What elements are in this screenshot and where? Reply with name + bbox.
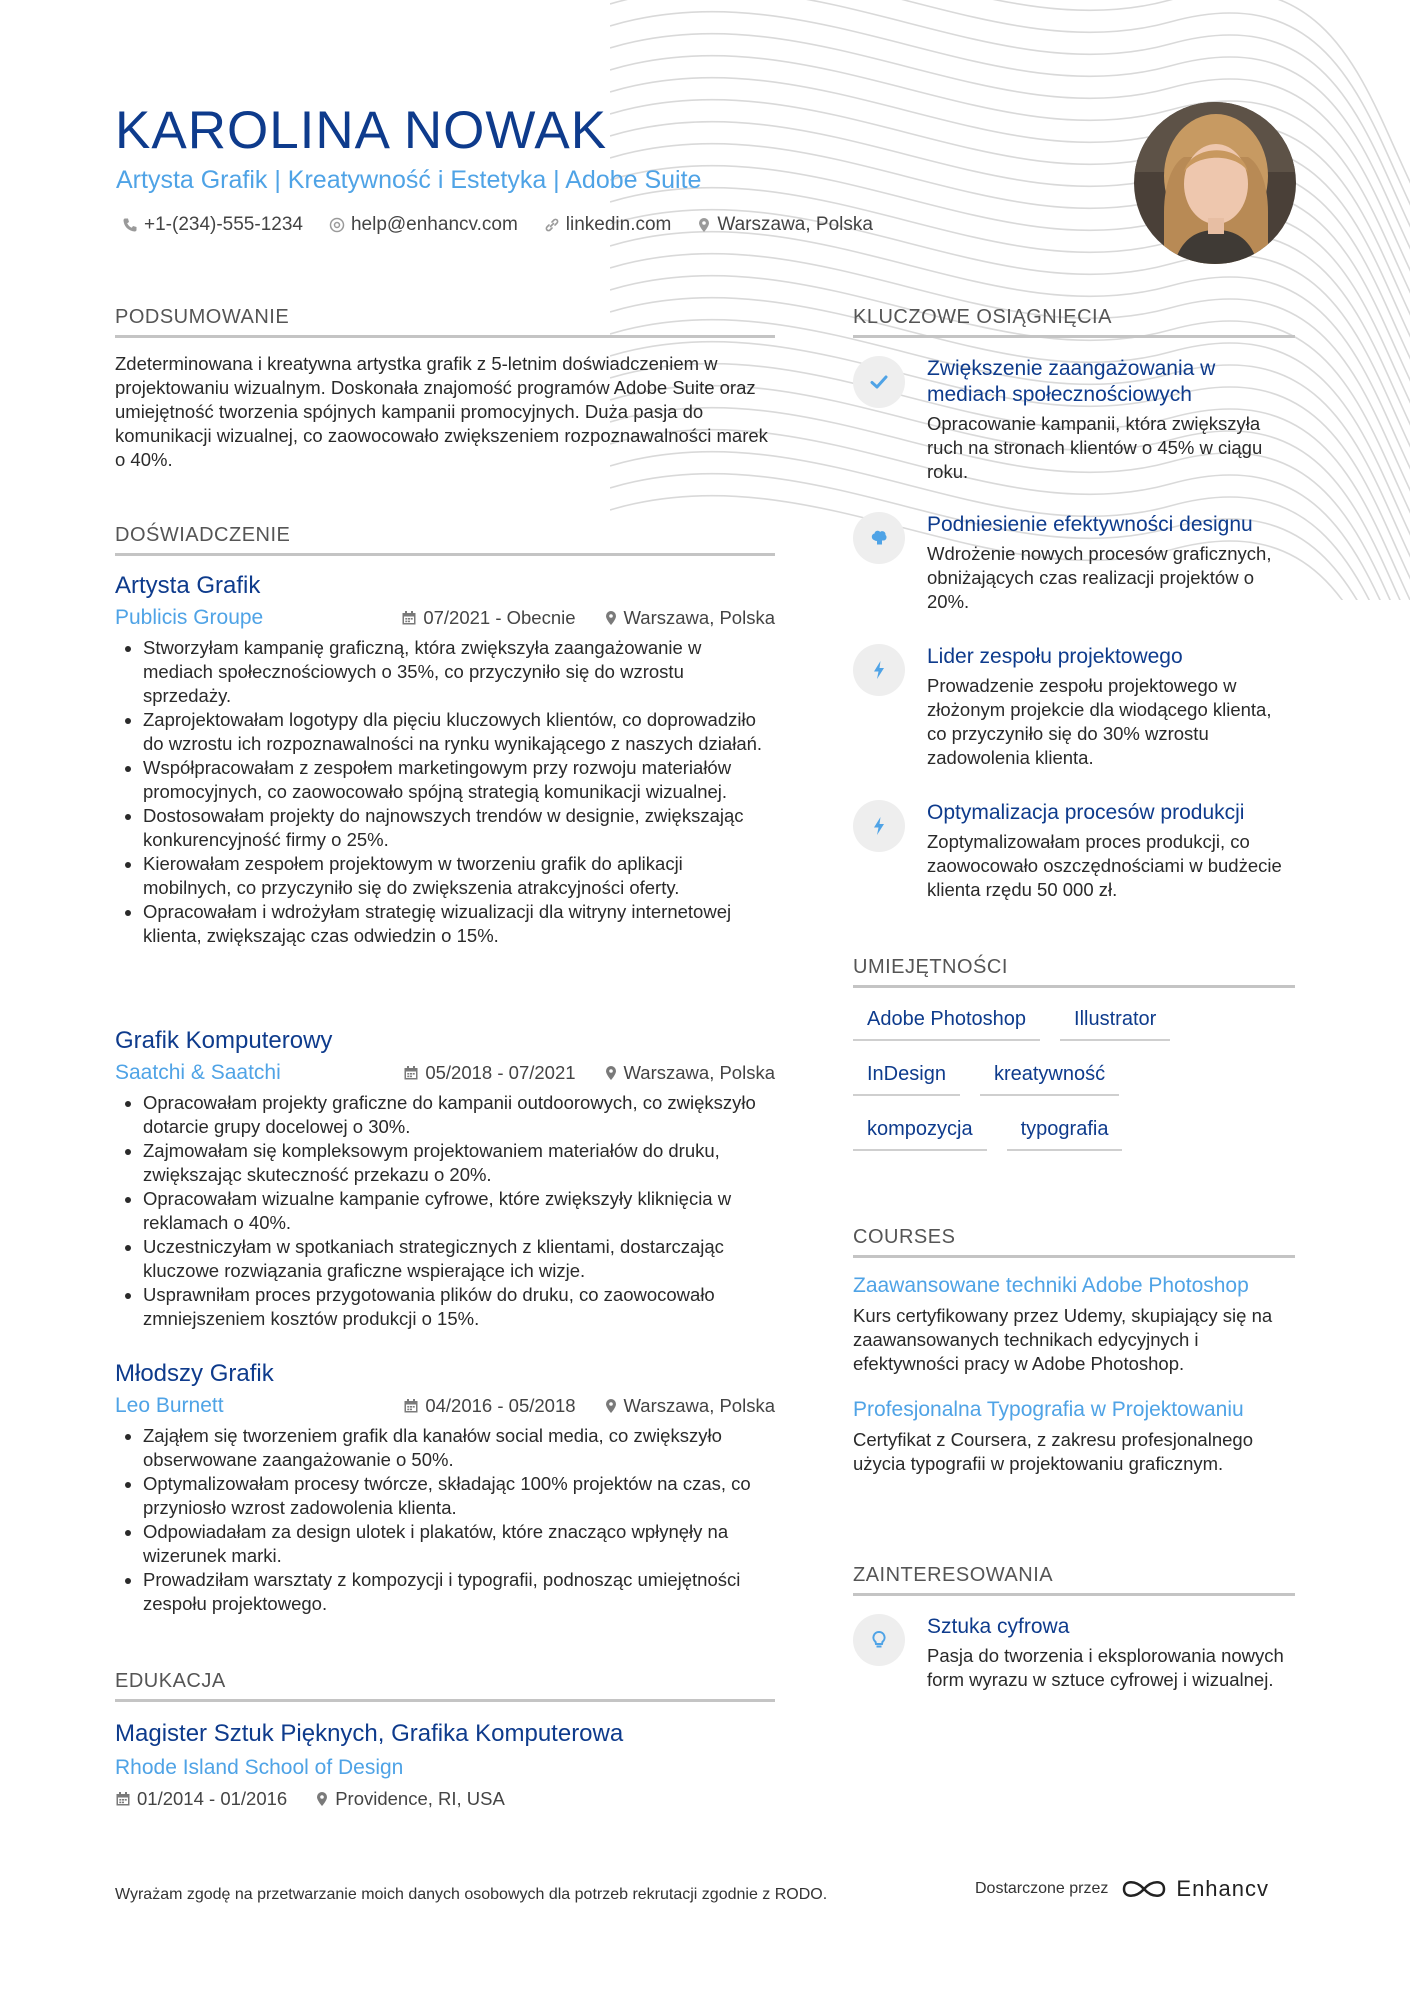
skill-tag: InDesign bbox=[853, 1063, 960, 1096]
section-title: ZAINTERESOWANIA bbox=[853, 1564, 1295, 1596]
link-icon bbox=[544, 217, 560, 233]
school-name: Rhode Island School of Design bbox=[115, 1756, 404, 1779]
company-name: Saatchi & Saatchi bbox=[115, 1061, 281, 1084]
bullet: • Optymalizowałam procesy twórcze, składając 100% projektów na czas, co przyniosło wzrost zadowolenia klienta. bbox=[143, 1472, 775, 1520]
bullet: • Uczestniczyłam w spotkaniach strategicznych z klientami, dostarczając kluczowe rozwiązania graficzne wspierające ich wizje. bbox=[143, 1235, 775, 1283]
section-title: PODSUMOWANIE bbox=[115, 306, 775, 338]
brand-name: Enhancv bbox=[1176, 1876, 1270, 1901]
contact-location bbox=[697, 214, 873, 236]
skill-tag: kompozycja bbox=[853, 1118, 987, 1151]
achievement-item bbox=[853, 512, 1295, 614]
calendar-icon bbox=[115, 1791, 131, 1807]
job-title: Grafik Komputerowy bbox=[115, 1027, 333, 1054]
job-location: Warszawa, Polska bbox=[623, 1062, 775, 1083]
bullet: • Współpracowałam z zespołem marketingowym przy rozwoju materiałów promocyjnych, co zaowocowało spójną strategią komunikacji wizualnej. bbox=[143, 756, 775, 804]
location-pin-icon bbox=[697, 217, 711, 233]
job-meta bbox=[401, 607, 775, 629]
course-text: Kurs certyfikowany przez Udemy, skupiający się na zaawansowanych technikach edycyjnych i efektywności pracy w Adobe Photoshop. bbox=[853, 1305, 1273, 1374]
achievement-text: Wdrożenie nowych procesów graficznych, obniżających czas realizacji projektów o 20%. bbox=[927, 543, 1272, 612]
powered-by[interactable] bbox=[975, 1876, 1269, 1902]
skill-tag: Adobe Photoshop bbox=[853, 1008, 1040, 1041]
tagline: Artysta Grafik | Kreatywność i Estetyka | Adobe Suite bbox=[116, 166, 702, 194]
profile-photo bbox=[1134, 102, 1296, 264]
interests-section bbox=[853, 1564, 1295, 1596]
contact-email[interactable] bbox=[329, 214, 518, 236]
section-title: COURSES bbox=[853, 1226, 1295, 1258]
education-section bbox=[115, 1670, 775, 1810]
phone-text: +1-(234)-555-1234 bbox=[144, 214, 303, 235]
experience-section bbox=[115, 524, 775, 556]
job-meta bbox=[403, 1395, 775, 1417]
calendar-icon bbox=[403, 1398, 419, 1414]
education-meta bbox=[115, 1788, 775, 1810]
section-title: EDUKACJA bbox=[115, 1670, 775, 1702]
calendar-icon bbox=[401, 610, 417, 626]
location-pin-icon bbox=[604, 610, 618, 626]
course-title: Profesjonalna Typografia w Projektowaniu bbox=[853, 1398, 1244, 1421]
at-icon bbox=[329, 217, 345, 233]
contact-phone[interactable] bbox=[122, 214, 303, 236]
job-bullets bbox=[115, 1091, 775, 1331]
job-dates: 05/2018 - 07/2021 bbox=[425, 1062, 576, 1083]
skill-tag: typografia bbox=[1007, 1118, 1123, 1151]
job-location: Warszawa, Polska bbox=[623, 607, 775, 628]
job-meta bbox=[403, 1062, 775, 1084]
job-entry bbox=[115, 1360, 775, 1616]
achievement-text: Prowadzenie zespołu projektowego w złożonym projekcie dla wiodącego klienta, co przyczyniło się do 30% wzrostu zadowolenia klienta. bbox=[927, 675, 1272, 768]
summary-section bbox=[115, 306, 775, 472]
bullet: • Zaprojektowałam logotypy dla pięciu kluczowych klientów, co doprowadziło do wzrostu ich rozpoznawalności na rynku wynikającego z naszych działań. bbox=[143, 708, 775, 756]
interest-title: Sztuka cyfrowa bbox=[927, 1615, 1070, 1638]
achievement-item bbox=[853, 800, 1295, 902]
location-pin-icon bbox=[315, 1791, 329, 1807]
contact-bar bbox=[122, 214, 899, 236]
job-bullets bbox=[115, 1424, 775, 1616]
enhancv-logo-icon bbox=[1120, 1876, 1168, 1902]
phone-icon bbox=[122, 217, 138, 233]
brain-icon bbox=[853, 512, 905, 564]
contact-linkedin[interactable] bbox=[544, 214, 672, 236]
email-text: help@enhancv.com bbox=[350, 214, 518, 235]
education-location: Providence, RI, USA bbox=[335, 1788, 505, 1809]
achievement-text: Opracowanie kampanii, która zwiększyła ruch na stronach klientów o 45% w ciągu roku. bbox=[927, 413, 1263, 482]
achievement-title: Lider zespołu projektowego bbox=[927, 645, 1183, 668]
bullet: • Usprawniłam proces przygotowania plików do druku, co zaowocowało zmniejszeniem kosztów produkcji o 15%. bbox=[143, 1283, 775, 1331]
job-title: Młodszy Grafik bbox=[115, 1360, 274, 1387]
company-name: Leo Burnett bbox=[115, 1394, 224, 1417]
company-name: Publicis Groupe bbox=[115, 606, 264, 629]
skill-tag: Illustrator bbox=[1060, 1008, 1170, 1041]
bullet: • Kierowałam zespołem projektowym w tworzeniu grafik do aplikacji mobilnych, co przyczyniło się do zwiększenia atrakcyjności oferty. bbox=[143, 852, 775, 900]
location-pin-icon bbox=[604, 1398, 618, 1414]
wave-background bbox=[610, 0, 1410, 600]
candidate-name: KAROLINA NOWAK bbox=[115, 101, 608, 160]
job-title: Artysta Grafik bbox=[115, 572, 261, 599]
job-dates: 04/2016 - 05/2018 bbox=[425, 1395, 576, 1416]
job-entry bbox=[115, 1027, 775, 1331]
lightning-icon bbox=[853, 800, 905, 852]
check-icon bbox=[853, 356, 905, 408]
job-bullets bbox=[115, 636, 775, 948]
achievement-item bbox=[853, 644, 1295, 770]
skills-section bbox=[853, 956, 1295, 1151]
education-dates: 01/2014 - 01/2016 bbox=[137, 1788, 288, 1809]
course-title: Zaawansowane techniki Adobe Photoshop bbox=[853, 1274, 1249, 1297]
bullet: • Zajmowałam się kompleksowym projektowaniem materiałów do druku, zwiększając skuteczność przekazu o 20%. bbox=[143, 1139, 775, 1187]
lightning-icon bbox=[853, 644, 905, 696]
section-title: KLUCZOWE OSIĄGNIĘCIA bbox=[853, 306, 1295, 338]
course-text: Certyfikat z Coursera, z zakresu profesjonalnego użycia typografii w projektowaniu graficznym. bbox=[853, 1429, 1253, 1474]
location-text: Warszawa, Polska bbox=[717, 214, 873, 235]
courses-section bbox=[853, 1226, 1295, 1476]
location-pin-icon bbox=[604, 1065, 618, 1081]
achievement-text: Zoptymalizowałam proces produkcji, co zaowocowało oszczędnościami w budżecie klienta rzędu 50 000 zł. bbox=[927, 831, 1282, 900]
consent-text: Wyrażam zgodę na przetwarzanie moich danych osobowych dla potrzeb rekrutacji zgodnie z RODO. bbox=[115, 1886, 828, 1903]
degree-title: Magister Sztuk Pięknych, Grafika Komputerowa bbox=[115, 1720, 624, 1747]
interest-item bbox=[853, 1614, 1295, 1692]
achievements-section bbox=[853, 306, 1295, 338]
interest-text: Pasja do tworzenia i eksplorowania nowych form wyrazu w sztuce cyfrowej i wizualnej. bbox=[927, 1645, 1284, 1690]
achievement-title: Podniesienie efektywności designu bbox=[927, 513, 1253, 536]
bullet: • Odpowiadałam za design ulotek i plakatów, które znacząco wpłynęły na wizerunek marki. bbox=[143, 1520, 775, 1568]
bullet: • Prowadziłam warsztaty z kompozycji i typografii, podnosząc umiejętności zespołu projektowego. bbox=[143, 1568, 775, 1616]
bullet: • Zająłem się tworzeniem grafik dla kanałów social media, co zwiększyło obserwowane zaangażowanie o 50%. bbox=[143, 1424, 775, 1472]
job-dates: 07/2021 - Obecnie bbox=[423, 607, 576, 628]
bullet: • Opracowałam wizualne kampanie cyfrowe, które zwiększyły kliknięcia w reklamach o 40%. bbox=[143, 1187, 775, 1235]
bullet: • Opracowałam projekty graficzne do kampanii outdoorowych, co zwiększyło dotarcie grupy docelowej o 30%. bbox=[143, 1091, 775, 1139]
bullet: • Dostosowałam projekty do najnowszych trendów w designie, zwiększając konkurencyjność firmy o 25%. bbox=[143, 804, 775, 852]
lightbulb-icon bbox=[853, 1614, 905, 1666]
calendar-icon bbox=[403, 1065, 419, 1081]
bullet: • Opracowałam i wdrożyłam strategię wizualizacji dla witryny internetowej klienta, zwiększając czas odwiedzin o 15%. bbox=[143, 900, 775, 948]
section-title: UMIEJĘTNOŚCI bbox=[853, 956, 1295, 988]
achievement-title: Zwiększenie zaangażowania w mediach społecznościowych bbox=[927, 357, 1216, 406]
skill-tag: kreatywność bbox=[980, 1063, 1119, 1096]
powered-by-label: Dostarczone przez bbox=[975, 1880, 1109, 1897]
achievement-item bbox=[853, 356, 1295, 484]
job-location: Warszawa, Polska bbox=[623, 1395, 775, 1416]
summary-text: Zdeterminowana i kreatywna artystka grafik z 5-letnim doświadczeniem w projektowaniu wizualnym. Doskonała znajomość programów Adobe Suite oraz umiejętność tworzenia spójnych kampanii promocyjnych. Duża pasja do komunikacji wizualnej, co zaowocowało zwiększeniem rozpoznawalności marek o 40%. bbox=[115, 353, 768, 470]
bullet: • Stworzyłam kampanię graficzną, która zwiększyła zaangażowanie w mediach społecznościowych o 35%, co przyczyniło się do wzrostu sprzedaży. bbox=[143, 636, 775, 708]
linkedin-text: linkedin.com bbox=[565, 214, 672, 235]
achievement-title: Optymalizacja procesów produkcji bbox=[927, 801, 1245, 824]
job-entry bbox=[115, 572, 775, 948]
section-title: DOŚWIADCZENIE bbox=[115, 524, 775, 556]
